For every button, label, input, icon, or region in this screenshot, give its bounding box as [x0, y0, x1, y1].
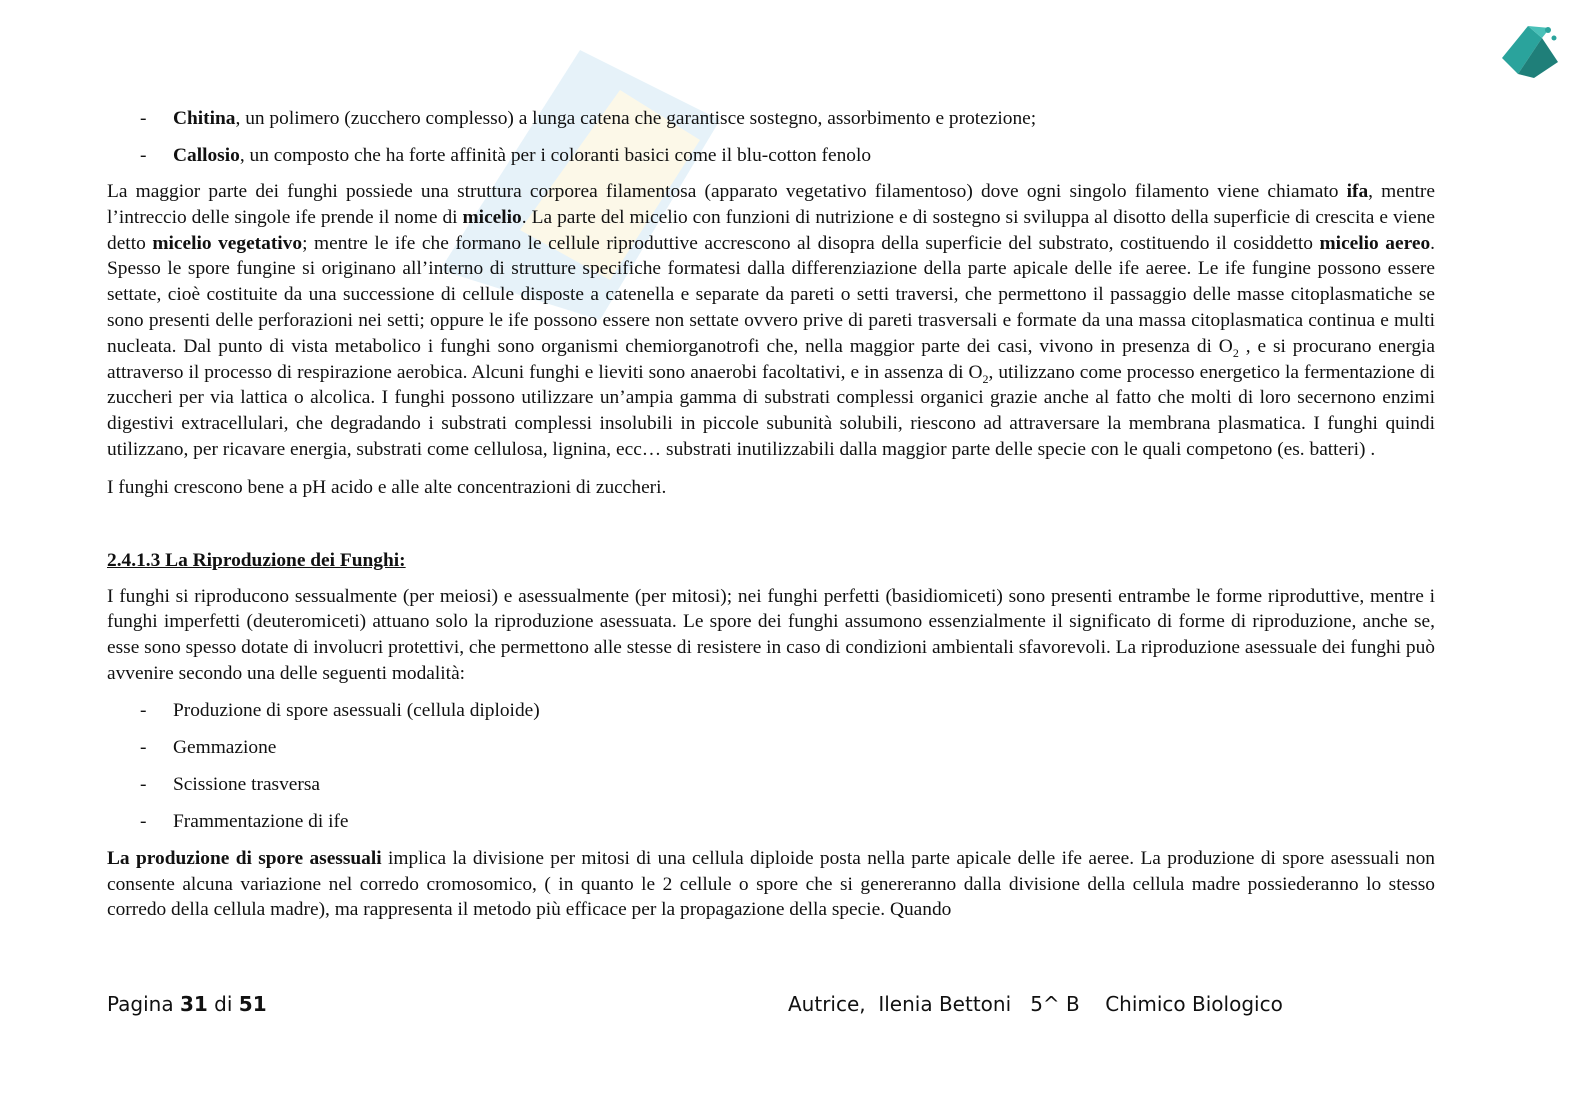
site-logo-icon: [1498, 18, 1562, 82]
document-page: [107, 106, 1435, 923]
page-number: Pagina 31 di 51: [107, 992, 267, 1016]
paragraph-asexual-spores: La produzione di spore asessuali implica la divisione per mitosi di una cellula diploide posta nella parte apicale delle ife aeree. La produzione di spore asessuali non consente alcuna variazione nel corredo cromosomico, ( in quanto le 2 cellule o spore che si genereranno dalla divisione della cellula madre possiederanno lo stesso corredo della cellula madre), ma rappresenta il metodo più efficace per la propagazione della specie. Quando: [107, 847, 1435, 921]
list-item: - Callosio, un composto che ha forte affinità per i coloranti basici come il blu-cotton fenolo: [140, 145, 872, 166]
list-item: - Produzione di spore asessuali (cellula diploide): [140, 699, 540, 721]
list-item: - Frammentazione di ife: [140, 810, 349, 832]
paragraph-reproduction: I funghi si riproducono sessualmente (per meiosi) e asessualmente (per mitosi); nei funghi perfetti (basidiomiceti) sono presenti entrambe le forme riproduttive, mentre i funghi imperfetti (deuteromiceti) attuano solo la riproduzione asessuata. Le spore dei funghi assumono essenzialmente il significato di forme di riproduzione, anche se, esse sono spesso dotate di involucri protettivi, che permettono alle stesse di resistere in caso di condizioni ambientali sfavorevoli. La riproduzione asessuale dei funghi può avvenire secondo una delle seguenti modalità:: [107, 585, 1435, 684]
list-item: - Gemmazione: [140, 736, 277, 758]
section-heading: 2.4.1.3 La Riproduzione dei Funghi:: [107, 549, 406, 571]
paragraph-growth: I funghi crescono bene a pH acido e alle alte concentrazioni di zuccheri.: [107, 476, 667, 498]
footer-author: Autrice, Ilenia Bettoni 5^ B Chimico Biologico: [788, 992, 1283, 1016]
list-item: - Chitina, un polimero (zucchero complesso) a lunga catena che garantisce sostegno, assorbimento e protezione;: [140, 108, 1037, 129]
paragraph-hyphae: La maggior parte dei funghi possiede una struttura corporea filamentosa (apparato vegetativo filamentoso) dove ogni singolo filamento viene chiamato ifa, mentre l’intreccio delle singole ife prende il nome di micelio. La parte del micelio con funzioni di nutrizione e di sostegno si sviluppa al disotto della superficie di crescita e viene detto micelio vegetativo; mentre le ife che formano le cellule riproduttive accrescono al disopra della superficie del substrato, costituendo il cosiddetto micelio aereo. Spesso le spore fungine si originano all’interno di strutture specifiche formatesi dalla differenziazione della parte apicale delle ife aeree. Le ife fungine possono essere settate, cioè costituite da una successione di cellule disposte a catenella e separate da pareti o setti traversi, che permettono il passaggio delle masse citoplasmatiche se sono presenti delle perforazioni nei setti; oppure le ife possono essere non settate ovvero prive di pareti trasversali e formate da una massa citoplasmatica continua e multi nucleata. Dal punto di vista metabolico i funghi sono organismi chemiorganotrofi che, nella maggior parte dei casi, vivono in presenza di $O_2$ , e si procurano energia attraverso il processo di respirazione aerobica. Alcuni funghi e lieviti sono anaerobi facoltativi, e in assenza di $O_2$, utilizzano come processo energetico la fermentazione di zuccheri per via lattica o alcolica. I funghi possono utilizzare un’ampia gamma di substrati complessi organici grazie anche al fatto che molti di loro secernono enzimi digestivi extracellulari, che degradando i substrati complessi insolubili in piccole subunità solubili, riescono ad attraversare la membrana plasmatica. I funghi quindi utilizzano, per ricavare energia, substrati come cellulosa, lignina, ecc… substrati inutilizzabili dalla maggior parte delle specie con le quali competono (es. batteri) .: [107, 181, 1436, 460]
list-item: - Scissione trasversa: [140, 773, 321, 795]
